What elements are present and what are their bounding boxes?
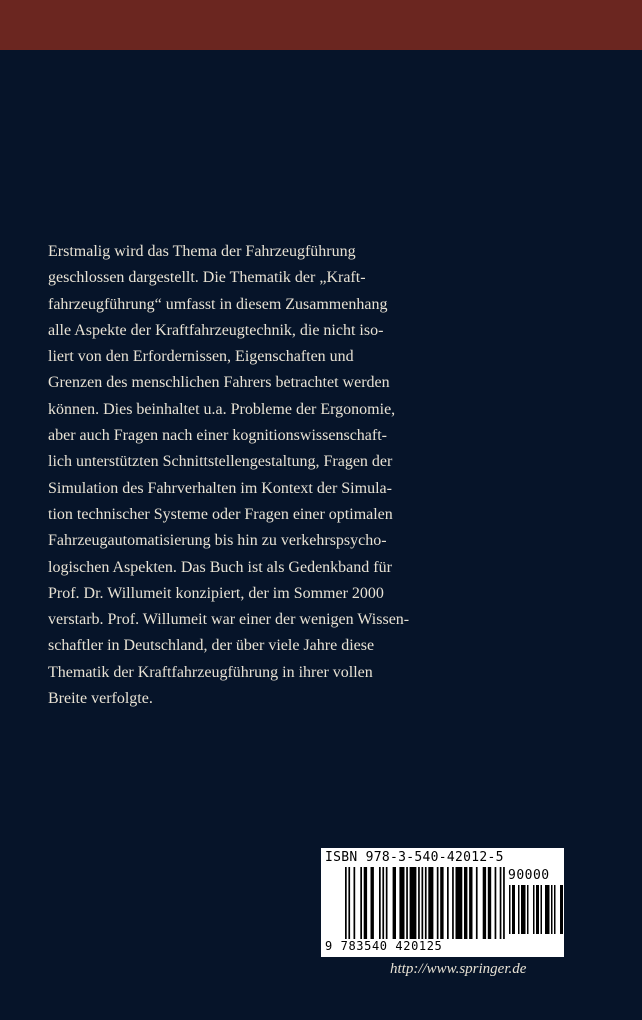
description-line: Erstmalig wird das Thema der Fahrzeugführung: [48, 243, 356, 260]
description-line: schaftler in Deutschland, der über viele Jahre diese: [48, 637, 375, 655]
description-line: lich unterstützten Schnittstellengestaltung, Fragen der: [48, 453, 393, 471]
barcode-bar: [371, 867, 374, 939]
barcode-bar: [560, 885, 563, 934]
description-line: Breite verfolgte.: [48, 690, 153, 708]
barcode-bar: [425, 867, 427, 939]
barcode-bar: [393, 867, 396, 939]
barcode-bar: [495, 867, 497, 939]
barcode-bar: [440, 867, 443, 939]
barcode-bar: [447, 867, 449, 939]
barcode-bar: [410, 867, 417, 939]
barcode-bar: [536, 885, 539, 934]
description-line: können. Dies beinhaltet u.a. Probleme der Ergonomie,: [48, 400, 396, 418]
isbn-label: ISBN 978-3-540-42012-5: [325, 850, 504, 865]
barcode-bar: [360, 867, 362, 939]
description-line: alle Aspekte der Kraftfahrzeugtechnik, die nicht iso-: [48, 321, 384, 339]
description-line: Simulation des Fahrverhalten im Kontext der Simula-: [48, 479, 392, 497]
barcode-bar: [348, 867, 350, 939]
barcode-bar: [512, 885, 515, 934]
barcode-bar: [476, 867, 478, 939]
description-line: fahrzeugführung“ umfasst in diesem Zusammenhang: [48, 295, 388, 313]
barcode-bar: [521, 885, 526, 934]
barcode-bar: [488, 867, 491, 939]
price-code: 90000: [508, 868, 550, 883]
barcode-bar: [382, 867, 384, 939]
barcode-bar: [364, 867, 367, 939]
barcode-bar: [545, 885, 550, 934]
barcode-bar: [452, 867, 454, 939]
description-line: liert von den Erfordernissen, Eigenschaften und: [48, 348, 354, 366]
description-line: Thematik der Kraftfahrzeugführung in ihrer vollen: [48, 663, 373, 681]
barcode-bar: [418, 867, 420, 939]
description-line: Grenzen des menschlichen Fahrers betrachtet werden: [48, 374, 390, 392]
barcode-bar: [500, 867, 502, 939]
barcode-bar: [503, 867, 505, 939]
barcode-bar: [422, 867, 424, 939]
description-line: verstarb. Prof. Willumeit war einer der wenigen Wissen-: [48, 611, 410, 629]
barcode-bar: [386, 867, 388, 939]
barcode-bar: [551, 885, 553, 934]
barcode-bar: [469, 867, 472, 939]
barcode-bar: [533, 885, 535, 934]
barcode-bar: [554, 885, 556, 934]
book-description: [48, 239, 428, 712]
barcode-bar: [483, 867, 486, 939]
ean-digits: 9 783540 420125: [325, 939, 443, 953]
barcode-bar: [509, 885, 511, 934]
description-line: logischen Aspekten. Das Buch ist als Gedenkband für: [48, 558, 392, 576]
barcode-bar: [379, 867, 381, 939]
description-line: tion technischer Systeme oder Fragen einer optimalen: [48, 505, 393, 523]
description-line: Prof. Dr. Willumeit konzipiert, der im Sommer 2000: [48, 584, 384, 602]
barcode-bar: [406, 867, 408, 939]
top-color-band: [0, 0, 642, 50]
description-line: aber auch Fragen nach einer kognitionswissenschaft-: [48, 427, 387, 445]
description-line: geschlossen dargestellt. Die Thematik der „Kraft-: [48, 269, 366, 287]
isbn-barcode: [321, 848, 564, 957]
barcode-bar: [399, 867, 404, 939]
barcode-bar: [428, 867, 433, 939]
publisher-url: http://www.springer.de: [390, 961, 527, 977]
barcode-bar: [518, 885, 520, 934]
barcode-bar: [527, 885, 529, 934]
barcode-bar: [354, 867, 356, 939]
barcode-bar: [541, 885, 543, 934]
barcode-bar: [437, 867, 439, 939]
barcode-bar: [464, 867, 467, 939]
barcode-bar: [456, 867, 463, 939]
description-line: Fahrzeugautomatisierung bis hin zu verkehrspsycho-: [48, 532, 387, 550]
barcode-bar: [345, 867, 347, 939]
